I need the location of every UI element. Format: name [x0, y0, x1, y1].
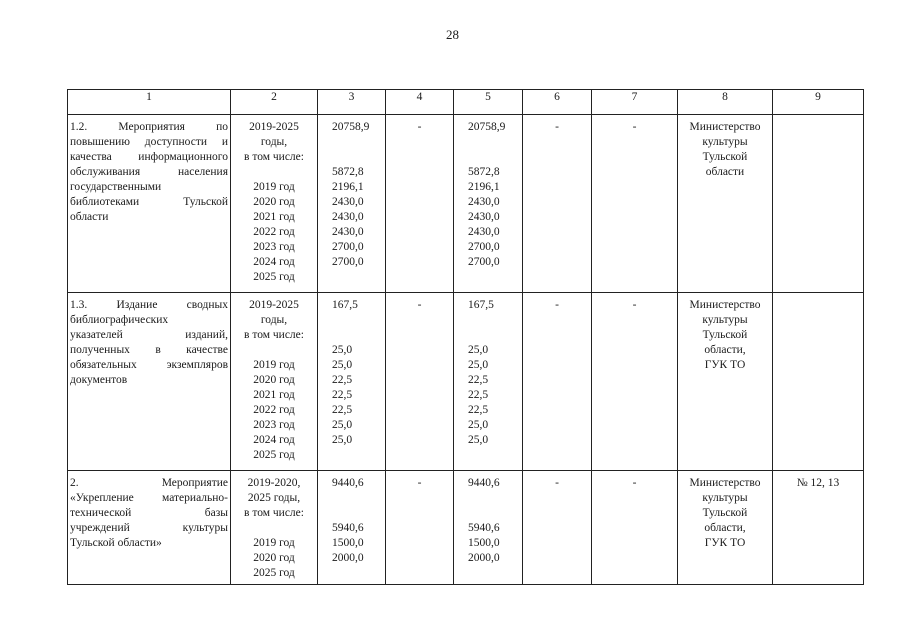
activity-name-line: библиографических — [70, 314, 169, 326]
executor-line: культуры — [702, 314, 748, 326]
executor-line: области, — [704, 344, 746, 356]
executor-line: Тульской — [702, 507, 748, 519]
funding-year-value: 5940,6 — [332, 522, 364, 534]
indicator-ref-cell — [773, 115, 864, 293]
funding-total-cell — [318, 471, 386, 585]
funding-year-value: 25,0 — [332, 419, 353, 431]
regional-year-value: 5940,6 — [468, 522, 500, 534]
activity-name-cell — [68, 115, 231, 293]
dash-value: - — [555, 121, 559, 133]
executor-line: области — [705, 166, 745, 178]
activity-name-line: обслуживания населения — [70, 166, 228, 178]
period-line: 2025 годы, — [247, 492, 301, 504]
activity-name-line: документов — [70, 374, 128, 386]
funding-total-value: 20758,9 — [332, 121, 370, 133]
year-label: 2019 год — [253, 181, 295, 193]
activity-name-line: учреждений культуры — [70, 522, 228, 534]
page-number: 28 — [446, 27, 459, 42]
funding-year-value: 1500,0 — [332, 537, 364, 549]
indicator-ref-value: № 12, 13 — [796, 477, 840, 489]
year-label: 2020 год — [253, 196, 295, 208]
executor-cell — [678, 115, 773, 293]
header-cell: 7 — [592, 90, 678, 115]
regional-budget-cell — [454, 293, 523, 471]
header-cell: 2 — [231, 90, 318, 115]
regional-year-value: 22,5 — [468, 404, 489, 416]
executor-line: Министерство — [689, 299, 761, 311]
dash-value: - — [417, 477, 422, 489]
header-row — [68, 90, 864, 115]
indicator-ref-cell — [773, 471, 864, 585]
activity-name-line: технической базы — [70, 507, 228, 519]
header-cell: 8 — [678, 90, 773, 115]
executor-line: ГУК ТО — [704, 359, 746, 371]
dash-value: - — [632, 477, 637, 489]
regional-year-value: 25,0 — [468, 344, 489, 356]
executor-line: Тульской — [702, 329, 748, 341]
period-line: 2019-2025 — [249, 299, 299, 311]
executor-cell — [678, 471, 773, 585]
activity-name-line: 1.2. Мероприятия по — [70, 121, 228, 133]
funding-total-cell — [318, 293, 386, 471]
funding-year-value: 2700,0 — [332, 241, 364, 253]
year-label: 2023 год — [253, 241, 295, 253]
header-cell: 9 — [773, 90, 864, 115]
activity-name-line: «Укрепление материально- — [70, 492, 228, 504]
period-line: 2019-2020, — [247, 477, 301, 489]
year-label: 2024 год — [253, 434, 295, 446]
header-cell: 3 — [318, 90, 386, 115]
funding-year-value: 2430,0 — [332, 226, 364, 238]
period-line: 2019-2025 — [249, 121, 299, 133]
regional-year-value: 2700,0 — [468, 241, 500, 253]
year-label: 2025 год — [253, 271, 295, 283]
regional-year-value: 2430,0 — [468, 226, 500, 238]
header-cell: 1 — [68, 90, 231, 115]
funding-year-value: 2700,0 — [332, 256, 364, 268]
col6-cell — [523, 471, 592, 585]
year-label: 2019 год — [253, 359, 295, 371]
regional-budget-cell — [454, 115, 523, 293]
year-label: 2022 год — [253, 226, 295, 238]
year-label: 2021 год — [253, 211, 295, 223]
period-line: в том числе: — [244, 151, 304, 163]
funding-year-value: 25,0 — [332, 434, 353, 446]
year-label: 2025 год — [253, 567, 295, 579]
table-row — [68, 471, 864, 585]
activity-name-line: области — [70, 211, 109, 223]
dash-value: - — [632, 121, 637, 133]
col4-cell — [386, 471, 454, 585]
funding-year-value: 25,0 — [332, 344, 353, 356]
regional-year-value: 22,5 — [468, 389, 489, 401]
funding-year-value: 22,5 — [332, 389, 353, 401]
funding-total-value: 9440,6 — [332, 477, 364, 489]
funding-total-cell — [318, 115, 386, 293]
activity-name-line: повышению доступности и — [70, 136, 228, 148]
activity-name-line: Тульской области» — [70, 537, 162, 549]
period-line: годы, — [260, 136, 288, 148]
col7-cell — [592, 471, 678, 585]
regional-year-value: 22,5 — [468, 374, 489, 386]
activity-name-line: качества информационного — [70, 151, 228, 163]
col4-cell — [386, 293, 454, 471]
regional-total-value: 9440,6 — [468, 477, 500, 489]
period-cell — [231, 471, 318, 585]
year-label: 2021 год — [253, 389, 295, 401]
regional-year-value: 25,0 — [468, 434, 489, 446]
activity-name-line: указателей изданий, — [70, 329, 228, 341]
regional-year-value: 2430,0 — [468, 196, 500, 208]
period-cell — [231, 293, 318, 471]
activity-name-line: 2. Мероприятие — [70, 477, 228, 489]
program-table — [67, 89, 864, 585]
funding-year-value: 22,5 — [332, 404, 353, 416]
funding-year-value: 25,0 — [332, 359, 353, 371]
activity-name-cell — [68, 471, 231, 585]
executor-line: ГУК ТО — [704, 537, 746, 549]
col6-cell — [523, 115, 592, 293]
header-cell: 5 — [454, 90, 523, 115]
activity-name-cell — [68, 293, 231, 471]
activity-name-line: полученных в качестве — [70, 344, 228, 356]
year-label: 2022 год — [253, 404, 295, 416]
regional-year-value: 2700,0 — [468, 256, 500, 268]
dash-value: - — [555, 477, 559, 489]
regional-year-value: 25,0 — [468, 359, 489, 371]
executor-line: Тульской — [702, 151, 748, 163]
period-cell — [231, 115, 318, 293]
executor-line: культуры — [702, 492, 748, 504]
executor-cell — [678, 293, 773, 471]
executor-line: культуры — [702, 136, 748, 148]
funding-year-value: 2196,1 — [332, 181, 364, 193]
dash-value: - — [417, 121, 422, 133]
col4-cell — [386, 115, 454, 293]
table-row — [68, 293, 864, 471]
header-cell: 4 — [386, 90, 454, 115]
funding-year-value: 2430,0 — [332, 196, 364, 208]
executor-line: Министерство — [689, 477, 761, 489]
col6-cell — [523, 293, 592, 471]
regional-year-value: 2196,1 — [468, 181, 500, 193]
indicator-ref-cell — [773, 293, 864, 471]
year-label: 2020 год — [253, 374, 295, 386]
activity-name-line: 1.3. Издание сводных — [70, 299, 228, 311]
regional-year-value: 5872,8 — [468, 166, 500, 178]
activity-name-line: государственными — [70, 181, 162, 193]
funding-year-value: 2000,0 — [332, 552, 364, 564]
period-line: в том числе: — [244, 507, 304, 519]
funding-year-value: 5872,8 — [332, 166, 364, 178]
regional-total-value: 20758,9 — [468, 121, 506, 133]
executor-line: области, — [704, 522, 746, 534]
regional-year-value: 2430,0 — [468, 211, 500, 223]
regional-total-value: 167,5 — [468, 299, 494, 311]
dash-value: - — [555, 299, 559, 311]
table-row — [68, 115, 864, 293]
funding-total-value: 167,5 — [332, 299, 358, 311]
dash-value: - — [632, 299, 637, 311]
activity-name-line: библиотеками Тульской — [70, 196, 228, 208]
regional-year-value: 25,0 — [468, 419, 489, 431]
dash-value: - — [417, 299, 422, 311]
year-label: 2025 год — [253, 449, 295, 461]
period-line: годы, — [260, 314, 288, 326]
activity-name-line: обязательных экземпляров — [70, 359, 228, 371]
funding-year-value: 2430,0 — [332, 211, 364, 223]
regional-budget-cell — [454, 471, 523, 585]
year-label: 2024 год — [253, 256, 295, 268]
year-label: 2019 год — [253, 537, 295, 549]
period-line: в том числе: — [244, 329, 304, 341]
header-cell: 6 — [523, 90, 592, 115]
executor-line: Министерство — [689, 121, 761, 133]
col7-cell — [592, 293, 678, 471]
regional-year-value: 2000,0 — [468, 552, 500, 564]
year-label: 2023 год — [253, 419, 295, 431]
col7-cell — [592, 115, 678, 293]
year-label: 2020 год — [253, 552, 295, 564]
funding-year-value: 22,5 — [332, 374, 353, 386]
regional-year-value: 1500,0 — [468, 537, 500, 549]
